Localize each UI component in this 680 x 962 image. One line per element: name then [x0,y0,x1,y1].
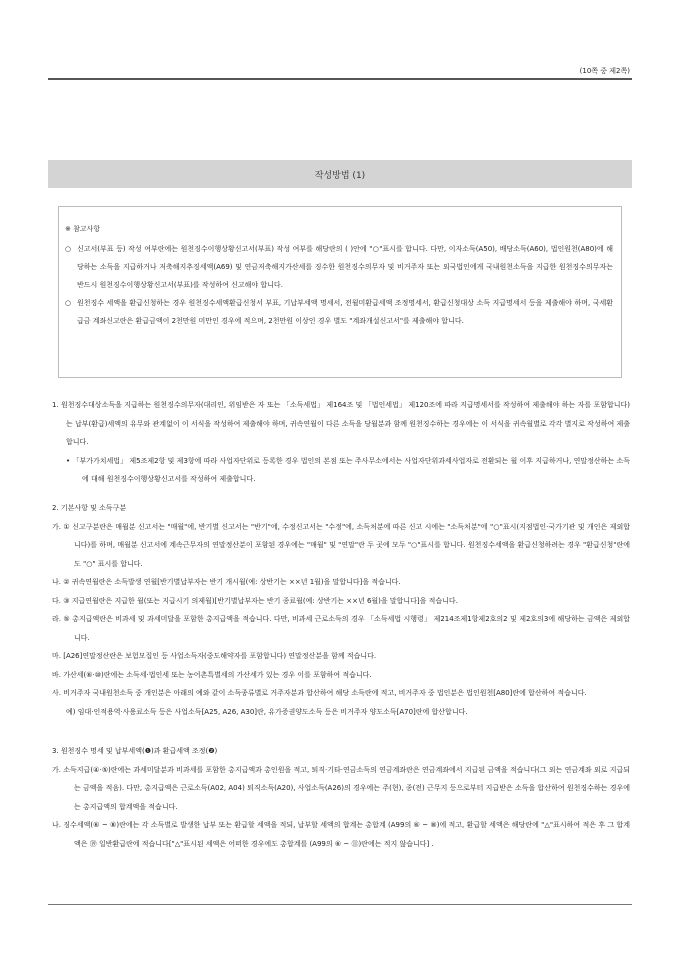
section-3-item: 가. 소득지급(④·⑤)란에는 과세미달분과 비과세를 포함한 총지급액과 총인원을 적고, 퇴직·기타·연금소득의 연금계좌란은 연금계좌에서 지급된 금액을 적습니다(그 외는 연금계좌 외로 지급되는 금액을 적음). 다만, 총지급액은 근로소득(A02, A04) 퇴직소득(A20), 사업소득(A26)의 경우에는 주(현), 종(전) 근무지 등으로부터 지급받은 소득을 합산하여 원천징수하는 경우에는 총지급액의 합계액을 적습니다. [52,765,630,811]
note-item [65,294,613,330]
section-2-item: 다. ③ 지급연월란은 지급한 월(또는 지급시기 의제월)[반기별납부자는 반기 종료월(예: 상반기는 ××년 6월)을 말합니다]을 적습니다. [52,596,458,605]
section-1 [52,396,630,489]
section-3-item: 나. 징수세액(⑥ ~ ⑧)란에는 각 소득별로 발생한 납부 또는 환급할 세액을 적되, 납부할 세액의 합계는 총합계 (A99의 ⑥ ~ ⑧)에 적고, 환급할 세액은 해당란에 "△"표시하여 적은 후 그 합계액은 ⑲ 일반환급란에 적습니다["△"표시된 세액은 어떠한 경우에도 총합계를 (A99의 ⑥ ~ ⑪)란에는 적지 않습니다] . [52,821,630,848]
circle-marker: ○ [65,299,72,307]
section-2-item: 나. ② 귀속연월란은 소득발생 연월[반기별납부자는 반기 개시월(예: 상반기는 ××년 1월)을 말합니다]을 적습니다. [52,578,401,586]
section-2-item: 사. 비거주자 국내원천소득 중 개인분은 아래의 예와 같이 소득종류별로 거주자분과 합산하여 해당 소득란에 적고, 비거주자 중 법인분은 법인원천[A80]란에 합산하여 적습니다. [52,689,587,697]
note-text: 원천징수 세액을 환급신청하는 경우 원천징수세액환급신청서 부표, 기납부세액 명세서, 전월미환급세액 조정명세서, 환급신청대상 소득 지급명세서 등을 제출해야 하며, 국세환급금 계좌신고란은 환급금액이 2천만원 미만인 경우에 적으며, 2천만원 이상인 경우 별도 "계좌개설신고서"를 제출해야 합니다. [77,299,613,325]
circle-marker: ○ [65,245,72,253]
section-2-item: 라. ⑤ 총지급액란은 비과세 및 과세미달을 포함한 총지급액을 적습니다. 다만, 비과세 근로소득의 경우 「소득세법 시행령」 제214조제1항제2호의2 및 제2호의3에 해당하는 금액은 제외합니다. [52,615,630,642]
section-2-example: 예) 임대·인적용역·사용료소득 등은 사업소득[A25, A26, A30]란, 유가증권양도소득 등은 비거주자 양도소득[A70]란에 합산합니다. [66,707,468,716]
notes-title: ※ 참고사항 [65,225,101,233]
section-title-bar [48,160,632,188]
section-2-heading: 2. 기본사항 및 소득구분 [52,504,127,512]
section-2-item: 마. [A26]연말정산란은 보험모집인 등 사업소득자(중도해약자를 포함합니다) 연말정산분을 함께 적습니다. [52,652,377,660]
note-item [65,240,613,294]
top-rule [48,78,632,80]
section-3 [52,742,630,853]
section-2 [52,499,630,721]
section-2-item: 바. 가산세(⑥·⑩)란에는 소득세·법인세 또는 농어촌특별세의 가산세가 있는 경우 이를 포함하여 적습니다. [52,670,372,679]
note-text: 신고서(부표 등) 작성 여부란에는 원천징수이행상황신고서(부표) 작성 여부를 해당란의 ( )안에 "○"표시를 합니다. 다만, 이자소득(A50), 배당소득(A60), 법인원천(A80)에 해당하는 소득을 지급하거나 저축해지추징세액(A69) 및 연금저축해지가산세를 징수한 원천징수의무자 및 비거주자 또는 외국법인에게 국내원천소득을 지급한 원천징수의무자는 반드시 원천징수이행상황신고서(부표)를 작성하여 신고해야 합니다. [77,245,613,289]
section-3-heading: 3. 원천징수 명세 및 납부세액(❶)과 환급세액 조정(❷) [52,747,218,755]
section-title: 작성방법 (1) [314,170,366,181]
section-1-bullet: • 「부가가치세법」 제5조제2항 및 제3항에 따라 사업자단위로 등록한 경우 법인의 본점 또는 주사무소에서는 사업자단위과세사업자로 전환되는 월 이후 지급하거나, 연말정산하는 소득에 대해 원천징수이행상황신고서를 작성하여 제출합니다. [66,456,630,483]
reference-notes-box [58,206,622,378]
section-1-text: 1. 원천징수대상소득을 지급하는 원천징수의무자(대리인, 위임받은 자 또는 「소득세법」 제164조 및 「법인세법」 제120조에 따라 지급명세서를 작성하여 제출해야 하는 자를 포함합니다)는 납부(환급)세액의 유무와 관계없이 이 서식을 작성하여 제출해야 하며, 귀속연월이 다른 소득을 당월분과 함께 원천징수하는 경우에는 이 서식을 귀속월별로 각각 별지로 작성하여 제출합니다. [52,401,630,446]
page-number: (10쪽 중 제2쪽) [579,67,630,75]
section-2-item: 가. ① 신고구분란은 매월분 신고서는 "매월"에, 반기별 신고서는 "반기"에, 수정신고서는 "수정"에, 소득처분에 따른 신고 시에는 "소득처분"에 "○"표시(지점법인·국가기관 및 개인은 제외합니다)를 하며, 매월분 신고서에 계속근무자의 연말정산분이 포함된 경우에는 "매월" 및 "연말"란 두 곳에 모두 "○"표시를 합니다. 원천징수세액을 환급신청하려는 경우 "환급신청"란에도 "○" 표시를 합니다. [52,522,630,568]
bottom-rule [48,904,632,905]
